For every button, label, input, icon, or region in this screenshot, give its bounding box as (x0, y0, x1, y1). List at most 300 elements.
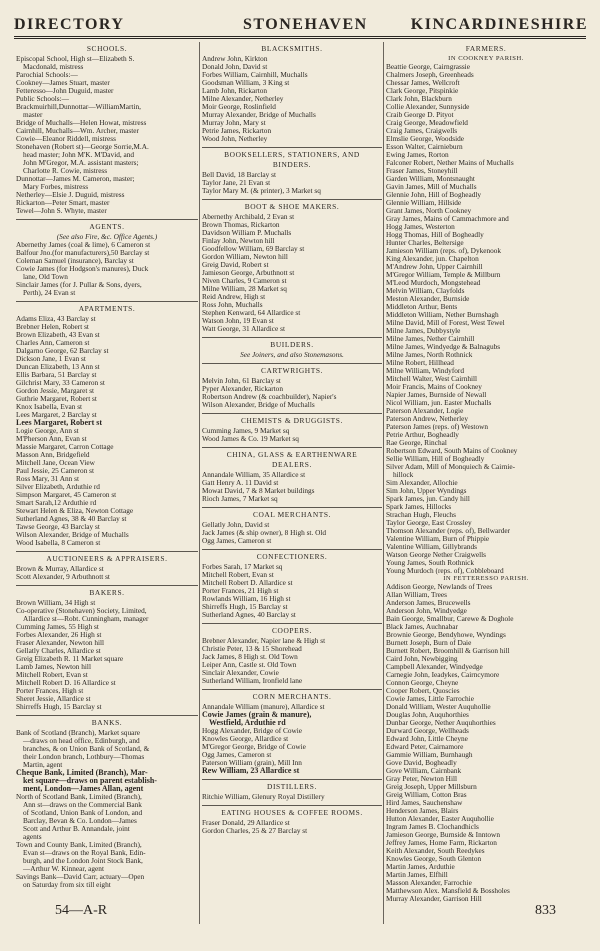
directory-entry: Parochial Schools:— (16, 71, 78, 79)
directory-entry: Fetteresso—John Duguid, master (16, 87, 114, 95)
directory-entry: Dunnottar—James M. Cameron, master; (16, 175, 135, 183)
directory-entry: Gray James, Mains of Cammachmore and (386, 215, 509, 223)
directory-entry: Donald William, Wester Auquhollie (386, 703, 491, 711)
directory-entry: Murray Alexander, Bridge of Muchalls (202, 111, 316, 119)
directory-entry: Lees Margaret, 2 Barclay st (16, 411, 97, 419)
directory-entry: Hutton Alexander, Easter Auquhollie (386, 815, 494, 823)
directory-entry: Milne William, 28 Market sq (202, 285, 287, 293)
directory-entry: Strachan Hugh, Fleuchs (386, 511, 456, 519)
directory-entry: Stephen Kenward, 64 Allardice st (202, 309, 301, 317)
directory-entry: Guthrie Margaret, Robert st (16, 395, 97, 403)
section-rule (16, 219, 198, 220)
directory-entry: Annandale William, 35 Allardice st (202, 471, 306, 479)
directory-entry: Sheret Jessie, Allardice st (16, 695, 91, 703)
directory-entry: Savings Bank—David Carr, actuary—Open (16, 873, 145, 881)
directory-entry: Petrie Arthur, Bogheadly (386, 431, 459, 439)
directory-entry: Mitchell Robert D. 16 Allardice st (16, 679, 116, 687)
section-heading: CORN MERCHANTS. (252, 692, 332, 701)
directory-entry: Shirreffs Hugh, 15 Barclay st (16, 703, 102, 711)
directory-entry: Hird James, Sauchenshaw (386, 799, 463, 807)
directory-entry: Wilson Alexander, Bridge of Muchalls (202, 401, 315, 409)
directory-entry: Dalgarno George, 62 Barclay st (16, 347, 109, 355)
directory-entry: Collie Alexander, Sunnyside (386, 103, 470, 111)
directory-entry: Beattie George, Cairngrassie (386, 63, 470, 71)
section-rule (202, 689, 382, 690)
section-rule (16, 715, 198, 716)
directory-entry: Milne James, Nether Cairnhill (386, 335, 475, 343)
directory-entry: Co-operative (Stonehaven) Society, Limited, (16, 607, 147, 615)
directory-entry: Middleton Arthur, Bents (386, 303, 458, 311)
directory-entry: Elmslie George, Woodside (386, 135, 464, 143)
directory-entry: Goodfellow William, 69 Barclay st (202, 245, 305, 253)
directory-entry: Town and County Bank, Limited (Branch), (16, 841, 142, 849)
directory-entry: Watson John, 19 Evan st (202, 317, 274, 325)
directory-entry: Cairnhill, Muchalls—Wm. Archer, master (16, 127, 139, 135)
directory-entry: Dickson Jane, 1 Evan st (16, 355, 86, 363)
directory-entry: Macdonald, mistress (23, 63, 84, 71)
directory-entry: head master; John M'K. M'David, and (23, 151, 135, 159)
directory-entry: Douglas John, Auquhorthies (386, 711, 469, 719)
directory-entry: Caird John, Newbigging (386, 655, 458, 663)
directory-entry: Jamieson William (reps. of), Dykenook (386, 247, 502, 255)
directory-entry: Ann st—draws on the Commercial Bank (23, 801, 142, 809)
directory-entry: Ross John, Muchalls (202, 301, 263, 309)
directory-entry: Spark James, jun. Candy hill (386, 495, 470, 503)
directory-entry: Knowles George, Allardice st (202, 735, 289, 743)
directory-entry: Ewing James, Rorton (386, 151, 449, 159)
section-heading: BLACKSMITHS. (261, 44, 323, 53)
directory-entry: Mitchell Robert, Evan st (16, 671, 88, 679)
header-center: STONEHAVEN (243, 16, 368, 33)
directory-entry: Adams Eliza, 43 Barclay st (16, 315, 96, 323)
directory-entry: ket square—draws on parent establish- (23, 777, 157, 785)
directory-entry: Young James, South Rothnick (386, 559, 475, 567)
section-heading: CONFECTIONERS. (256, 552, 328, 561)
section-rule (202, 623, 382, 624)
section-heading: COOPERS. (272, 626, 312, 635)
directory-entry: M'Gregor George, Bridge of Cowie (202, 743, 306, 751)
directory-entry: Brown William, 34 High st (16, 599, 96, 607)
directory-entry: Watson George Nether Craigwells (386, 551, 486, 559)
directory-entry: Brownie George, Bendyhowe, Wyndings (386, 631, 506, 639)
directory-entry: ment, London—James Allan, agent (23, 785, 144, 793)
directory-entry: King Alexander, jun. Chapelton (386, 255, 479, 263)
directory-entry: Carnegie John, Ieadykes, Cairncymore (386, 671, 500, 679)
directory-entry: Napier James, Burnside of Newall (386, 391, 487, 399)
directory-entry: Annandale William (manure), Allardice st (202, 703, 325, 711)
directory-entry: Rae George, Rinchal (386, 439, 447, 447)
directory-entry: Finlay John, Newton hill (202, 237, 275, 245)
directory-entry: Episcopal School, High st—Elizabeth S. (16, 55, 135, 63)
section-rule (202, 549, 382, 550)
subsection-heading: IN COOKNEY PARISH. (448, 55, 524, 62)
directory-entry: M'Pherson Ann, Evan st (16, 435, 87, 443)
directory-entry: Paterson William (grain), Mill Inn (202, 759, 302, 767)
directory-entry: Massie Margaret, Carron Cottage (16, 443, 114, 451)
directory-entry: Moir George, Roslinfield (202, 103, 276, 111)
directory-entry: Perth), 24 Evan st (23, 289, 76, 297)
directory-entry: Robertson Andrew (& coachbuilder), Napier's (202, 393, 337, 401)
directory-entry: Garden William, Montsnaught (386, 175, 475, 183)
header-rule (14, 36, 586, 37)
directory-entry: Durward George, Wellheads (386, 727, 469, 735)
directory-entry: Chalmers Joseph, Greenheads (386, 71, 474, 79)
directory-entry: Mitchell Robert, Evan st (202, 571, 274, 579)
directory-entry: Taylor Jane, 21 Evan st (202, 179, 271, 187)
directory-entry: Esson Walter, Cairnieburn (386, 143, 463, 151)
directory-entry: Donald John, David st (202, 63, 268, 71)
directory-entry: Allan William, Trees (386, 591, 447, 599)
directory-entry: Sim John, Upper Wyndings (386, 487, 467, 495)
directory-entry: Abernethy Archibald, 2 Evan st (202, 213, 295, 221)
directory-entry: Mary Forbes, mistress (23, 183, 89, 191)
directory-entry: Public Schools:— (16, 95, 69, 103)
directory-entry: Dunbar George, Nether Auquhorthies (386, 719, 496, 727)
section-heading: BOOT & SHOE MAKERS. (244, 202, 340, 211)
directory-entry: Martin James, Elfhill (386, 871, 448, 879)
directory-entry: Ogg James, Cameron st (202, 751, 272, 759)
directory-entry: Cookney—James Stuart, master (16, 79, 110, 87)
directory-entry: Sutherland William, Ironfield lane (202, 677, 303, 685)
directory-entry: Brackmuirhill,Dunnottar—WilliamMartin, (16, 103, 141, 111)
directory-entry: Wilson Alexander, Bridge of Muchalls (16, 531, 129, 539)
directory-entry: Valentine William, Gillybrands (386, 543, 477, 551)
section-rule (16, 301, 198, 302)
directory-entry: Simpson Margaret, 45 Cameron st (16, 491, 117, 499)
directory-entry: Abernethy James (coal & lime), 6 Cameron st (16, 241, 151, 249)
directory-entry: Cowie James (for Hodgson's manures), Duck (16, 265, 149, 273)
directory-entry: Jack James, 8 High st. Old Town (202, 653, 298, 661)
directory-entry: Black James, Auchnabar (386, 623, 458, 631)
directory-entry: —Arthur W. Kinnear, agent (23, 865, 104, 873)
directory-entry: Gove William, Cairnbank (386, 767, 462, 775)
page-number: 833 (535, 903, 556, 918)
directory-entry: Gellatly John, David st (202, 521, 270, 529)
directory-entry: Milne James, Dubbystyle (386, 327, 461, 335)
directory-entry: Spark James, Hillocks (386, 503, 452, 511)
section-heading: CHEMISTS & DRUGGISTS. (241, 416, 343, 425)
directory-entry: Cumming James, 55 High st (16, 623, 99, 631)
directory-entry: Milne David, Mill of Forest, West Tewel (386, 319, 505, 327)
directory-entry: Coleman Samuel (insurance), Barclay st (16, 257, 134, 265)
directory-entry: Paterson Andrew, Netherley (386, 415, 468, 423)
directory-entry: Clark John, Blackburn (386, 95, 452, 103)
directory-entry: Campbell Alexander, Windyedge (386, 663, 483, 671)
section-rule (202, 147, 382, 148)
directory-entry: Fraser Donald, 29 Allardice st (202, 819, 290, 827)
directory-entry: Burnett Joseph, Burn of Daie (386, 639, 472, 647)
directory-entry: Milne James, North Rothnick (386, 351, 473, 359)
directory-entry: Christie Peter, 13 & 15 Shorehead (202, 645, 302, 653)
directory-entry: Stewart Helen & Eliza, Newton Cottage (16, 507, 134, 515)
directory-entry: Edward Peter, Cairnamore (386, 743, 464, 751)
directory-entry: Sim Alexander, Allochie (386, 479, 458, 487)
directory-entry: Knox Isabella, Evan st (16, 403, 83, 411)
section-rule (202, 199, 382, 200)
directory-entry: Bain George, Smallbur, Carewe & Doghole (386, 615, 514, 623)
directory-entry: Taylor Mary M. (& printer), 3 Market sq (202, 187, 321, 195)
directory-entry: Jack James (& ship owner), 8 High st. Old (202, 529, 327, 537)
section-rule (202, 413, 382, 414)
section-rule (202, 337, 382, 338)
footer-signature-mark: 54—A-R (55, 903, 108, 918)
directory-entry: on Saturday from six till eight (23, 881, 111, 889)
directory-entry: Gray Peter, Newton Hill (386, 775, 458, 783)
directory-entry: Milne William, Windyford (386, 367, 464, 375)
directory-entry: Andrew John, Kirkton (202, 55, 268, 63)
directory-entry: their London branch, Lothbury—Thomas (23, 753, 145, 761)
directory-entry: Meston Alexander, Burnside (386, 295, 470, 303)
section-heading: CHINA, GLASS & EARTHENWARE (226, 450, 358, 459)
directory-entry: Forbes Alexander, 26 High st (16, 631, 102, 639)
directory-entry: Evan st—draws on the Royal Bank, Edin- (23, 849, 146, 857)
section-heading: BOOKSELLERS, STATIONERS, AND (224, 150, 360, 159)
directory-entry: Milne Robert, Hillhead (386, 359, 454, 367)
directory-entry: Gilchrist Mary, 33 Cameron st (16, 379, 105, 387)
section-rule (16, 551, 198, 552)
column-divider-1 (199, 42, 200, 924)
directory-entry: Duncan Elizabeth, 13 Ann st (16, 363, 100, 371)
directory-entry: Ross Mary, 31 Ann st (16, 475, 79, 483)
directory-entry: Sinclair James (for J. Pullar & Sons, dyers, (16, 281, 142, 289)
directory-entry: Silver Elizabeth, Arduthie rd (16, 483, 100, 491)
section-heading: APARTMENTS. (78, 304, 136, 313)
directory-entry: Fraser James, Stoneyhill (386, 167, 458, 175)
section-rule (202, 447, 382, 448)
directory-entry: Netherley—Elsie J. Duguid, mistress (16, 191, 125, 199)
directory-entry: Brown Thomas, Rickarton (202, 221, 280, 229)
directory-entry: Paul Jessie, 25 Cameron st (16, 467, 95, 475)
directory-entry: Hogg Thomas, Hill of Bogheadly (386, 231, 484, 239)
column-divider-2 (383, 42, 384, 924)
directory-entry: Gordon William, Newton hill (202, 253, 288, 261)
section-heading: FARMERS. (465, 44, 507, 53)
directory-entry: Tawse George, 43 Barclay st (16, 523, 100, 531)
directory-entry: Glennie John, Hill of Bogheadly (386, 191, 482, 199)
directory-entry: Hogg James, Westerton (386, 223, 455, 231)
directory-entry: Forbes William, Cairnhill, Muchalls (202, 71, 308, 79)
directory-entry: Niven Charles, 9 Cameron st (202, 277, 287, 285)
directory-entry: Bank of Scotland (Branch), Market square (16, 729, 141, 737)
directory-entry: Forbes Sarah, 17 Market sq (202, 563, 283, 571)
directory-entry: Nicol William, jun. Easter Muchalls (386, 399, 492, 407)
column-right (386, 44, 586, 924)
directory-entry: Mitchell Walter, West Cairnhill (386, 375, 478, 383)
directory-entry: Bell David, 18 Barclay st (202, 171, 276, 179)
directory-entry: (See also Fire, &c. Office Agents.) (56, 233, 158, 241)
directory-entry: Porter Frances, High st (16, 687, 84, 695)
directory-entry: Gammie William, Burnhaugh (386, 751, 473, 759)
directory-entry: Gatt Henry A. 11 David st (202, 479, 279, 487)
directory-entry: M'Gregor William, Temple & Millburn (386, 271, 501, 279)
directory-entry: Wood James & Co. 19 Market sq (202, 435, 299, 443)
section-heading: DISTILLERS. (267, 782, 317, 791)
section-heading: AUCTIONEERS & APPRAISERS. (46, 554, 168, 563)
directory-entry: Chessar James, Wellcroft (386, 79, 460, 87)
directory-entry: Scott and Arthur B. Annandale, joint (23, 825, 130, 833)
directory-entry: Cowie James, Little Farrochie (386, 695, 474, 703)
directory-entry: master (23, 111, 43, 119)
directory-entry: Rowlands William, 16 High st (202, 595, 291, 603)
directory-entry: Milne James, Windyedge & Balnagubs (386, 343, 501, 351)
directory-entry: Gordon Charles, 25 & 27 Barclay st (202, 827, 308, 835)
directory-entry: Thomson Alexander (reps. of), Bellwarder (386, 527, 511, 535)
directory-entry: Gordon Jessie, Margaret st (16, 387, 95, 395)
section-heading: AGENTS. (89, 222, 125, 231)
directory-entry: Lamb John, Rickarton (202, 87, 268, 95)
section-rule (202, 363, 382, 364)
directory-entry: Mitchell Robert D. Allardice st (202, 579, 293, 587)
page-header (0, 0, 600, 36)
directory-entry: Gavin James, Mill of Muchalls (386, 183, 477, 191)
directory-entry: Ingram James B. Clochandhicls (386, 823, 479, 831)
directory-entry: Melvin William, Clayfolds (386, 287, 465, 295)
directory-entry: Matthewson Alex. Mansfield & Bossholes (386, 887, 510, 895)
directory-entry: Robertson Edward, South Mains of Cookney (386, 447, 518, 455)
directory-entry: Lees Margaret, Robert st (16, 419, 103, 427)
section-heading: CARTWRIGHTS. (261, 366, 323, 375)
section-heading: DEALERS. (272, 460, 312, 469)
directory-entry: Burnett Robert, Broomhill & Garrison hill (386, 647, 510, 655)
directory-entry: Gove David, Bogheadly (386, 759, 457, 767)
directory-entry: Scott Alexander, 9 Arbuthnott st (16, 573, 110, 581)
directory-entry: Tewel—John S. Whyte, master (16, 207, 107, 215)
directory-entry: Gellatly Charles, Allardice st (16, 647, 101, 655)
section-heading: BANKS. (91, 718, 123, 727)
directory-entry: Masson Ann, Bridgefield (16, 451, 90, 459)
directory-entry: M'Andrew John, Upper Cairnhill (386, 263, 483, 271)
section-heading: BINDERS. (272, 160, 312, 169)
directory-entry: Martin, agent (23, 761, 63, 769)
directory-entry: North of Scotland Bank, Limited (Branch), (16, 793, 142, 801)
directory-entry: Bridge of Muchalls—Helen Howat, mistress (16, 119, 147, 127)
directory-entry: Greig William, Cotton Bras (386, 791, 467, 799)
directory-entry: Middleton William, Nether Burnshagh (386, 311, 499, 319)
directory-entry: Murray Alexander, Garrison Hill (386, 895, 482, 903)
directory-entry: Barclay, Bevan & Co. London—James (23, 817, 137, 825)
directory-entry: Sutherland Agnes, 40 Barclay st (202, 611, 296, 619)
directory-entry: M'Leod Murdoch, Mongstehead (386, 279, 481, 287)
directory-entry: Fraser Alexander, Newton hill (16, 639, 105, 647)
directory-entry: Ellis Barbara, 51 Barclay st (16, 371, 97, 379)
directory-entry: Melvin John, 61 Barclay st (202, 377, 281, 385)
section-heading: SCHOOLS. (86, 44, 128, 53)
directory-entry: Wood Isabella, 8 Cameron st (16, 539, 101, 547)
directory-entry: Sutherland Agnes, 38 & 40 Barclay st (16, 515, 127, 523)
directory-entry: Charles Ann, Cameron st (16, 339, 90, 347)
directory-entry: Goodsman William, 3 King st (202, 79, 290, 87)
directory-entry: Knowles George, South Glenton (386, 855, 482, 863)
directory-entry: Rickarton—Peter Smart, master (16, 199, 110, 207)
directory-entry: Cowie—Eleanor Riddell, mistress (16, 135, 116, 143)
directory-entry: Cumming James, 9 Market sq (202, 427, 290, 435)
section-rule (202, 507, 382, 508)
directory-entry: Paterson James (reps. of) Westown (386, 423, 489, 431)
column-left (16, 44, 198, 924)
directory-entry: Anderson John, Windyedge (386, 607, 467, 615)
directory-entry: Rioch James, 7 Market sq (202, 495, 278, 503)
directory-entry: Mowat David, 7 & 8 Market buildings (202, 487, 315, 495)
directory-entry: Watt George, 31 Allardice st (202, 325, 285, 333)
directory-entry: Addison George, Newlands of Trees (386, 583, 493, 591)
directory-entry: Cooper Robert, Quoscies (386, 687, 460, 695)
directory-entry: Stonehaven (Robert st)—George Sorrie,M.A. (16, 143, 149, 151)
section-rule (202, 805, 382, 806)
directory-entry: Falconer Robert, Nether Mains of Muchalls (386, 159, 514, 167)
header-rule-2 (14, 38, 586, 39)
section-heading: COAL MERCHANTS. (252, 510, 332, 519)
subsection-heading: IN FETTERESSO PARISH. (443, 575, 529, 582)
directory-entry: See Joiners, and also Stonemasons. (240, 351, 344, 359)
directory-entry: Balfour Jno.(for manufacturers),50 Barclay st (16, 249, 150, 257)
directory-entry: Connon George, Cheyne (386, 679, 459, 687)
directory-entry: John M'Gregor, M.A. assistant masters; (23, 159, 139, 167)
directory-entry: Jeffrey James, Home Farm, Rickarton (386, 839, 497, 847)
directory-entry: Murray John, Mary st (202, 119, 266, 127)
directory-entry: Mitchell Jane, Ocean View (16, 459, 95, 467)
directory-entry: Davidson William P. Muchalls (202, 229, 292, 237)
directory-entry: hillock (393, 471, 414, 479)
directory-entry: Craig James, Craigwells (386, 127, 458, 135)
directory-entry: Petrie James, Rickarton (202, 127, 272, 135)
directory-entry: of Scotland, Union Bank of London, and (23, 809, 143, 817)
directory-entry: Grant James, North Cookney (386, 207, 472, 215)
directory-entry: Edward John, Little Cheyne (386, 735, 468, 743)
directory-entry: agents (23, 833, 42, 841)
directory-entry: Charlotte R. Cowie, mistress (23, 167, 108, 175)
column-middle (202, 44, 382, 924)
directory-entry: Shirreffs Hugh, 15 Barclay st (202, 603, 288, 611)
directory-entry: Smart Sarah,12 Arduthie rd (16, 499, 97, 507)
directory-entry: Brebner Helen, Robert st (16, 323, 89, 331)
directory-entry: Greig Joseph, Upper Millsburn (386, 783, 477, 791)
directory-entry: Logie George, Ann st (16, 427, 79, 435)
directory-entry: Milne Alexander, Netherley (202, 95, 284, 103)
section-heading: BUILDERS. (270, 340, 314, 349)
directory-entry: Leiper Ann, Castle st. Old Town (202, 661, 297, 669)
directory-entry: Brown Elizabeth, 43 Evan st (16, 331, 100, 339)
directory-entry: Anderson James, Brucewells (386, 599, 471, 607)
directory-entry: Silver Adam, Mill of Monquiech & Cairnie- (386, 463, 516, 471)
directory-entry: Jamieson George, Arbuthnott st (202, 269, 295, 277)
directory-entry: Valentine William, Burn of Phippie (386, 535, 490, 543)
directory-entry: Henderson James, Blairs (386, 807, 459, 815)
directory-entry: —draws on head office, Edinburgh, and (23, 737, 140, 745)
directory-entry: Wood John, Netherley (202, 135, 268, 143)
directory-entry: Clark George, Pitspinkie (386, 87, 459, 95)
directory-entry: Sinclair Alexander, Cowie (202, 669, 279, 677)
directory-entry: Greig Elizabeth R. 11 Market square (16, 655, 124, 663)
directory-entry: Cheque Bank, Limited (Branch), Mar- (16, 769, 148, 777)
directory-entry: Greig David, Robert st (202, 261, 269, 269)
directory-entry: Brebner Alexander, Napier lane & High st (202, 637, 326, 645)
directory-entry: Glennie William, Hillside (386, 199, 462, 207)
directory-entry: Sellie William, Hill of Bogheadly (386, 455, 485, 463)
directory-entry: Hogg Alexander, Bridge of Cowie (202, 727, 303, 735)
directory-entry: branches, & on Union Bank of Scotland, & (23, 745, 150, 753)
directory-entry: Porter Frances, 21 High st (202, 587, 279, 595)
directory-entry: Jamieson George, Burnside & Inntown (386, 831, 500, 839)
directory-entry: Craib George D. Pityot (386, 111, 454, 119)
section-heading: BAKERS. (89, 588, 125, 597)
directory-entry: Cowie James (grain & manure), (202, 711, 312, 719)
directory-entry: Young Murdoch (reps. of), Cobbleboard (386, 567, 504, 575)
directory-entry: Martin James, Arduthie (386, 863, 455, 871)
directory-entry: Hunter Charles, Beltersige (386, 239, 464, 247)
section-rule (202, 779, 382, 780)
directory-entry: burgh, and the London Joint Stock Bank, (23, 857, 143, 865)
directory-entry: Brown & Murray, Allardice st (16, 565, 104, 573)
